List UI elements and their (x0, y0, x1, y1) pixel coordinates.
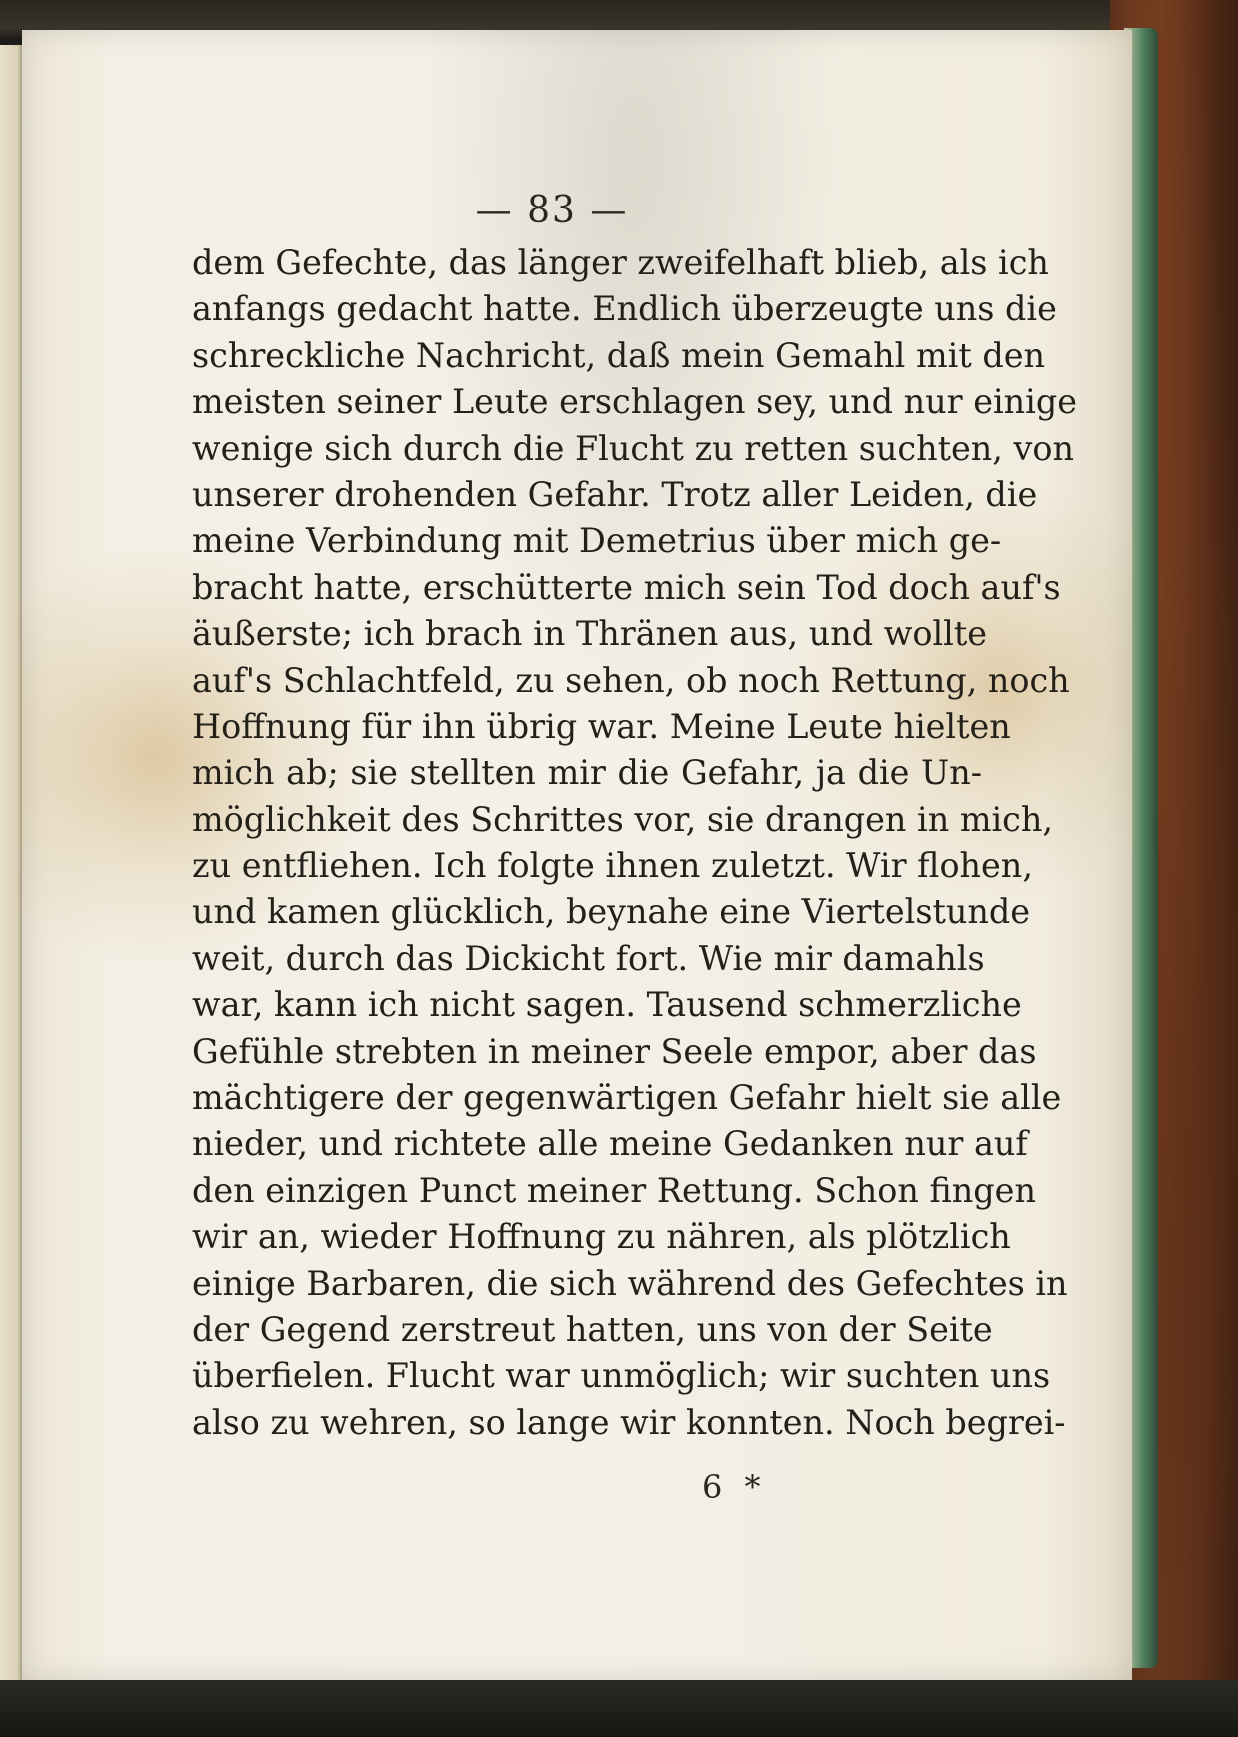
signature-mark: 6 * (702, 1468, 767, 1506)
text-line: der Gegend zerstreut hatten, uns von der Seite (192, 1309, 993, 1349)
text-line: also zu wehren, so lange wir konnten. Noch begrei- (192, 1402, 1066, 1442)
text-line: wir an, wieder Hoffnung zu nähren, als plötzlich (192, 1217, 1011, 1257)
book-page (22, 30, 1132, 1680)
text-line: weit, durch das Dickicht fort. Wie mir damahls (192, 938, 985, 978)
text-line: den einzigen Punct meiner Rettung. Schon fingen (192, 1170, 1036, 1210)
text-line: schreckliche Nachricht, daß mein Gemahl mit den (192, 335, 1045, 375)
text-line: mich ab; sie stellten mir die Gefahr, ja die Un- (192, 753, 982, 793)
facing-page (0, 45, 22, 1680)
body-text (192, 240, 1077, 1446)
text-line: Hoffnung für ihn übrig war. Meine Leute hielten (192, 706, 1011, 746)
text-line: wenige sich durch die Flucht zu retten suchten, von (192, 428, 1074, 468)
book-cover-bottom (0, 1680, 1238, 1737)
text-line: dem Gefechte, das länger zweifelhaft blieb, als ich (192, 243, 1049, 282)
text-line: nieder, und richtete alle meine Gedanken nur auf (192, 1124, 1028, 1164)
text-line: und kamen glücklich, beynahe eine Viertelstunde (192, 892, 1031, 932)
text-line: äußerste; ich brach in Thränen aus, und wollte (192, 614, 988, 654)
text-line: möglichkeit des Schrittes vor, sie drangen in mich, (192, 799, 1053, 839)
text-line: mächtigere der gegenwärtigen Gefahr hielt sie alle (192, 1078, 1062, 1118)
text-line: war, kann ich nicht sagen. Tausend schmerzliche (192, 985, 1022, 1025)
text-line: zu entfliehen. Ich folgte ihnen zuletzt. Wir flohen, (192, 846, 1033, 886)
text-line: unserer drohenden Gefahr. Trotz aller Leiden, die (192, 474, 1038, 514)
text-line: einige Barbaren, die sich während des Gefechtes in (192, 1263, 1068, 1303)
page-number: — 83 — (475, 190, 629, 231)
text-line: bracht hatte, erschütterte mich sein Tod doch auf's (192, 567, 1061, 607)
text-line: anfangs gedacht hatte. Endlich überzeugte uns die (192, 289, 1057, 329)
text-line: meisten seiner Leute erschlagen sey, und nur einige (192, 382, 1077, 422)
text-line: überfielen. Flucht war unmöglich; wir suchten uns (192, 1356, 1051, 1396)
text-line: Gefühle strebten in meiner Seele empor, aber das (192, 1031, 1037, 1071)
text-line: auf's Schlachtfeld, zu sehen, ob noch Rettung, noch (192, 660, 1070, 700)
text-line: meine Verbindung mit Demetrius über mich ge- (192, 521, 1002, 561)
